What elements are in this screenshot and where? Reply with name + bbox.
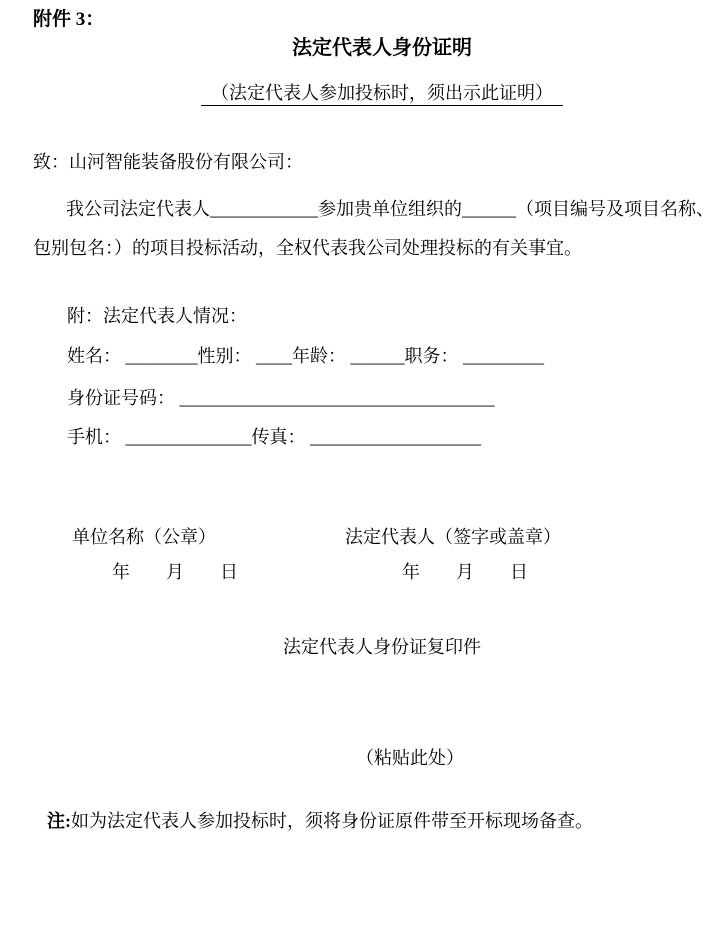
id-copy-section-title: 法定代表人身份证复印件 bbox=[283, 637, 481, 657]
body-paragraph-line-1: 我公司法定代表人____________参加贵单位组织的______（项目编号及项目名称、 bbox=[66, 199, 714, 219]
document-subtitle-text: （法定代表人参加投标时，须出示此证明） bbox=[201, 83, 563, 106]
rep-name-gender-age-title-line: 姓名： ________性别： ____年龄： ______职务： _________ bbox=[67, 346, 544, 366]
note-line bbox=[47, 810, 593, 833]
rep-info-heading: 附：法定代表人情况： bbox=[67, 306, 247, 326]
company-seal-label: 单位名称（公章） bbox=[72, 527, 216, 547]
attachment-label: 附件 3： bbox=[33, 9, 105, 30]
rep-id-number-line: 身份证号码： ___________________________________ bbox=[67, 388, 495, 408]
rep-signature-label: 法定代表人（签字或盖章） bbox=[345, 527, 561, 547]
note-text: 如为法定代表人参加投标时，须将身份证原件带至开标现场备查。 bbox=[71, 811, 593, 831]
rep-mobile-fax-line: 手机： ______________传真： ___________________ bbox=[67, 427, 481, 447]
body-paragraph-line-2: 包别包名：）的项目投标活动，全权代表我公司处理投标的有关事宜。 bbox=[33, 238, 582, 258]
document-subtitle bbox=[44, 82, 720, 105]
paste-here-hint: （粘贴此处） bbox=[356, 748, 464, 768]
date-line-right: 年 月 日 bbox=[402, 562, 528, 582]
salutation: 致：山河智能装备股份有限公司： bbox=[33, 152, 303, 172]
document-title: 法定代表人身份证明 bbox=[292, 37, 472, 59]
date-line-left: 年 月 日 bbox=[112, 562, 238, 582]
note-label: 注: bbox=[47, 811, 71, 831]
